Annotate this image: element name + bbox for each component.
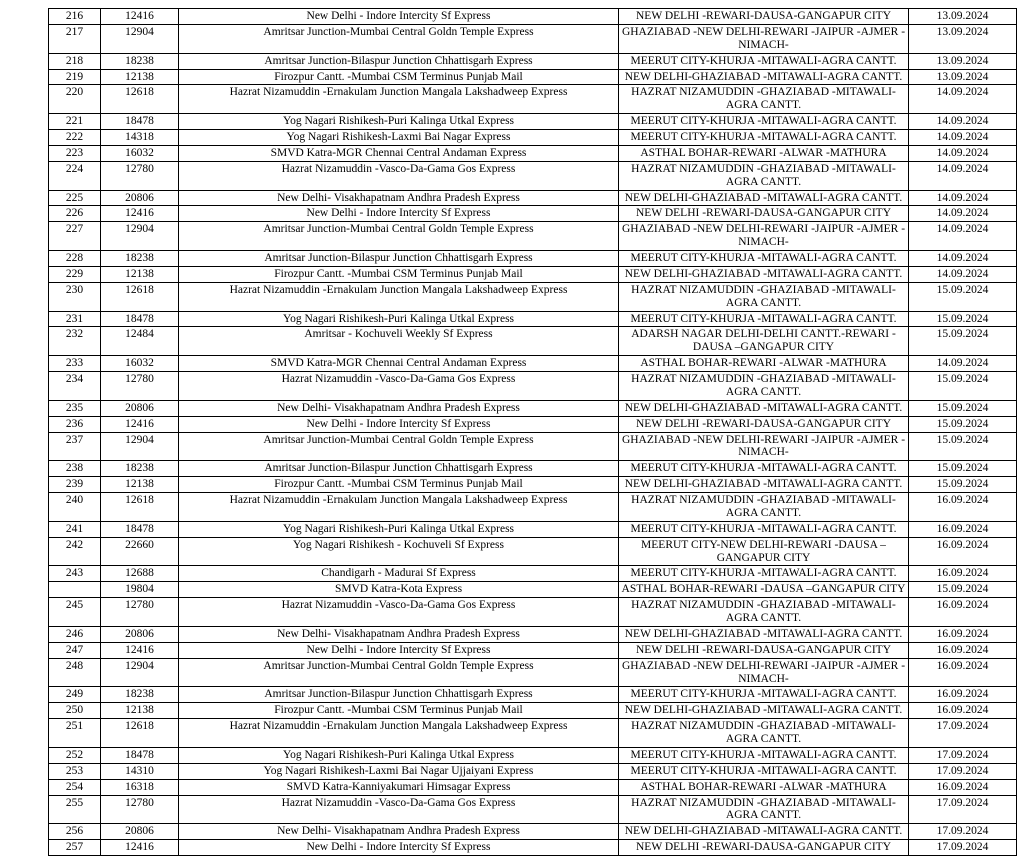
cell-date: 14.09.2024: [909, 190, 1017, 206]
cell-train-name: Hazrat Nizamuddin -Ernakulam Junction Mangala Lakshadweep Express: [179, 85, 619, 114]
cell-train-name: New Delhi - Indore Intercity Sf Express: [179, 9, 619, 25]
cell-serial-number: 224: [49, 161, 101, 190]
cell-serial-number: 249: [49, 687, 101, 703]
cell-train-number: 20806: [101, 190, 179, 206]
cell-date: 16.09.2024: [909, 779, 1017, 795]
cell-date: 14.09.2024: [909, 251, 1017, 267]
cell-serial-number: 248: [49, 658, 101, 687]
table-row: [49, 840, 1017, 856]
table-body: [49, 9, 1017, 856]
cell-date: 15.09.2024: [909, 400, 1017, 416]
cell-serial-number: 252: [49, 747, 101, 763]
cell-train-name: SMVD Katra-Kanniyakumari Himsagar Express: [179, 779, 619, 795]
cell-train-number: 12416: [101, 416, 179, 432]
cell-train-number: 16032: [101, 145, 179, 161]
cell-route: MEERUT CITY-KHURJA -MITAWALI-AGRA CANTT.: [619, 566, 909, 582]
cell-route: MEERUT CITY-KHURJA -MITAWALI-AGRA CANTT.: [619, 311, 909, 327]
cell-date: 15.09.2024: [909, 416, 1017, 432]
cell-route: MEERUT CITY-NEW DELHI-REWARI -DAUSA –GANGAPUR CITY: [619, 537, 909, 566]
cell-route: HAZRAT NIZAMUDDIN -GHAZIABAD -MITAWALI-AGRA CANTT.: [619, 85, 909, 114]
table-row: [49, 779, 1017, 795]
cell-serial-number: 239: [49, 477, 101, 493]
table-row: [49, 566, 1017, 582]
table-row: [49, 763, 1017, 779]
cell-serial-number: 236: [49, 416, 101, 432]
table-row: [49, 53, 1017, 69]
cell-train-name: Hazrat Nizamuddin -Ernakulam Junction Mangala Lakshadweep Express: [179, 719, 619, 748]
table-row: [49, 537, 1017, 566]
cell-date: 15.09.2024: [909, 372, 1017, 401]
cell-train-number: 12904: [101, 658, 179, 687]
cell-train-number: 18478: [101, 747, 179, 763]
cell-serial-number: 217: [49, 24, 101, 53]
cell-train-name: SMVD Katra-MGR Chennai Central Andaman Express: [179, 145, 619, 161]
cell-serial-number: 238: [49, 461, 101, 477]
cell-train-name: Firozpur Cantt. -Mumbai CSM Terminus Punjab Mail: [179, 703, 619, 719]
cell-serial-number: 242: [49, 537, 101, 566]
cell-route: MEERUT CITY-KHURJA -MITAWALI-AGRA CANTT.: [619, 251, 909, 267]
table-row: [49, 161, 1017, 190]
cell-route: NEW DELHI -REWARI-DAUSA-GANGAPUR CITY: [619, 206, 909, 222]
cell-route: NEW DELHI-GHAZIABAD -MITAWALI-AGRA CANTT.: [619, 266, 909, 282]
cell-date: 15.09.2024: [909, 461, 1017, 477]
cell-route: ASTHAL BOHAR-REWARI -ALWAR -MATHURA: [619, 145, 909, 161]
cell-train-number: 12618: [101, 85, 179, 114]
cell-train-number: 18238: [101, 687, 179, 703]
cell-date: 14.09.2024: [909, 266, 1017, 282]
table-row: [49, 145, 1017, 161]
cell-serial-number: 227: [49, 222, 101, 251]
cell-date: 17.09.2024: [909, 719, 1017, 748]
cell-serial-number: 255: [49, 795, 101, 824]
cell-route: MEERUT CITY-KHURJA -MITAWALI-AGRA CANTT.: [619, 114, 909, 130]
cell-train-name: Firozpur Cantt. -Mumbai CSM Terminus Punjab Mail: [179, 266, 619, 282]
cell-train-number: 12416: [101, 9, 179, 25]
cell-serial-number: 225: [49, 190, 101, 206]
cell-train-number: 16032: [101, 356, 179, 372]
cell-route: ASTHAL BOHAR-REWARI -ALWAR -MATHURA: [619, 779, 909, 795]
cell-date: 14.09.2024: [909, 356, 1017, 372]
cell-route: HAZRAT NIZAMUDDIN -GHAZIABAD -MITAWALI-AGRA CANTT.: [619, 598, 909, 627]
cell-route: GHAZIABAD -NEW DELHI-REWARI -JAIPUR -AJMER -NIMACH-: [619, 658, 909, 687]
cell-route: GHAZIABAD -NEW DELHI-REWARI -JAIPUR -AJMER -NIMACH-: [619, 222, 909, 251]
cell-train-name: New Delhi- Visakhapatnam Andhra Pradesh Express: [179, 190, 619, 206]
cell-train-number: 20806: [101, 626, 179, 642]
cell-route: NEW DELHI-GHAZIABAD -MITAWALI-AGRA CANTT.: [619, 69, 909, 85]
table-row: [49, 582, 1017, 598]
cell-date: 14.09.2024: [909, 222, 1017, 251]
cell-train-name: Amritsar Junction-Mumbai Central Goldn Temple Express: [179, 432, 619, 461]
cell-train-name: Hazrat Nizamuddin -Vasco-Da-Gama Gos Express: [179, 598, 619, 627]
table-row: [49, 747, 1017, 763]
cell-train-number: 12138: [101, 477, 179, 493]
cell-date: 15.09.2024: [909, 311, 1017, 327]
cell-train-name: Amritsar Junction-Bilaspur Junction Chhattisgarh Express: [179, 687, 619, 703]
cell-route: NEW DELHI -REWARI-DAUSA-GANGAPUR CITY: [619, 840, 909, 856]
cell-route: NEW DELHI-GHAZIABAD -MITAWALI-AGRA CANTT.: [619, 703, 909, 719]
cell-date: 17.09.2024: [909, 763, 1017, 779]
cell-date: 14.09.2024: [909, 145, 1017, 161]
table-row: [49, 400, 1017, 416]
cell-train-name: Amritsar Junction-Mumbai Central Goldn Temple Express: [179, 222, 619, 251]
cell-train-number: 12780: [101, 795, 179, 824]
cell-date: 17.09.2024: [909, 747, 1017, 763]
table-row: [49, 222, 1017, 251]
cell-serial-number: 240: [49, 493, 101, 522]
cell-date: 16.09.2024: [909, 687, 1017, 703]
cell-train-number: 18478: [101, 114, 179, 130]
cell-serial-number: 226: [49, 206, 101, 222]
table-row: [49, 9, 1017, 25]
cell-route: HAZRAT NIZAMUDDIN -GHAZIABAD -MITAWALI-AGRA CANTT.: [619, 372, 909, 401]
cell-serial-number: [49, 582, 101, 598]
cell-route: HAZRAT NIZAMUDDIN -GHAZIABAD -MITAWALI-AGRA CANTT.: [619, 161, 909, 190]
cell-train-number: 12484: [101, 327, 179, 356]
cell-train-name: Hazrat Nizamuddin -Ernakulam Junction Mangala Lakshadweep Express: [179, 493, 619, 522]
table-row: [49, 658, 1017, 687]
cell-route: GHAZIABAD -NEW DELHI-REWARI -JAIPUR -AJMER -NIMACH-: [619, 432, 909, 461]
cell-route: MEERUT CITY-KHURJA -MITAWALI-AGRA CANTT.: [619, 747, 909, 763]
cell-train-name: Hazrat Nizamuddin -Vasco-Da-Gama Gos Express: [179, 161, 619, 190]
cell-route: NEW DELHI-GHAZIABAD -MITAWALI-AGRA CANTT.: [619, 824, 909, 840]
cell-train-number: 18478: [101, 521, 179, 537]
table-row: [49, 114, 1017, 130]
table-row: [49, 206, 1017, 222]
cell-date: 15.09.2024: [909, 477, 1017, 493]
cell-date: 15.09.2024: [909, 327, 1017, 356]
table-row: [49, 356, 1017, 372]
cell-train-number: 12688: [101, 566, 179, 582]
cell-route: MEERUT CITY-KHURJA -MITAWALI-AGRA CANTT.: [619, 687, 909, 703]
cell-date: 14.09.2024: [909, 114, 1017, 130]
cell-train-name: Amritsar Junction-Bilaspur Junction Chhattisgarh Express: [179, 251, 619, 267]
cell-date: 13.09.2024: [909, 69, 1017, 85]
cell-train-name: New Delhi - Indore Intercity Sf Express: [179, 206, 619, 222]
cell-serial-number: 257: [49, 840, 101, 856]
cell-date: 17.09.2024: [909, 795, 1017, 824]
cell-date: 17.09.2024: [909, 840, 1017, 856]
cell-train-name: Yog Nagari Rishikesh - Kochuveli Sf Express: [179, 537, 619, 566]
cell-serial-number: 256: [49, 824, 101, 840]
cell-train-name: Amritsar Junction-Mumbai Central Goldn Temple Express: [179, 24, 619, 53]
cell-route: NEW DELHI-GHAZIABAD -MITAWALI-AGRA CANTT.: [619, 626, 909, 642]
cell-serial-number: 243: [49, 566, 101, 582]
cell-train-name: Hazrat Nizamuddin -Vasco-Da-Gama Gos Express: [179, 372, 619, 401]
table-row: [49, 824, 1017, 840]
cell-train-number: 12138: [101, 703, 179, 719]
cell-train-number: 18238: [101, 251, 179, 267]
table-row: [49, 311, 1017, 327]
cell-route: MEERUT CITY-KHURJA -MITAWALI-AGRA CANTT.: [619, 521, 909, 537]
cell-date: 16.09.2024: [909, 658, 1017, 687]
cell-train-name: New Delhi - Indore Intercity Sf Express: [179, 416, 619, 432]
table-row: [49, 477, 1017, 493]
cell-date: 16.09.2024: [909, 642, 1017, 658]
cell-serial-number: 233: [49, 356, 101, 372]
table-row: [49, 432, 1017, 461]
cell-date: 15.09.2024: [909, 282, 1017, 311]
cell-route: HAZRAT NIZAMUDDIN -GHAZIABAD -MITAWALI-AGRA CANTT.: [619, 719, 909, 748]
cell-serial-number: 223: [49, 145, 101, 161]
cell-serial-number: 237: [49, 432, 101, 461]
cell-serial-number: 216: [49, 9, 101, 25]
cell-train-number: 12138: [101, 69, 179, 85]
cell-train-name: Hazrat Nizamuddin -Vasco-Da-Gama Gos Express: [179, 795, 619, 824]
table-row: [49, 130, 1017, 146]
cell-date: 13.09.2024: [909, 53, 1017, 69]
cell-train-name: Amritsar - Kochuveli Weekly Sf Express: [179, 327, 619, 356]
cell-route: MEERUT CITY-KHURJA -MITAWALI-AGRA CANTT.: [619, 53, 909, 69]
cell-train-name: Hazrat Nizamuddin -Ernakulam Junction Mangala Lakshadweep Express: [179, 282, 619, 311]
cell-train-number: 12416: [101, 206, 179, 222]
cell-serial-number: 228: [49, 251, 101, 267]
cell-date: 16.09.2024: [909, 626, 1017, 642]
cell-train-number: 12618: [101, 493, 179, 522]
table-row: [49, 266, 1017, 282]
cell-serial-number: 247: [49, 642, 101, 658]
cell-train-name: New Delhi - Indore Intercity Sf Express: [179, 642, 619, 658]
cell-serial-number: 220: [49, 85, 101, 114]
table-row: [49, 493, 1017, 522]
cell-serial-number: 241: [49, 521, 101, 537]
cell-serial-number: 245: [49, 598, 101, 627]
table-row: [49, 190, 1017, 206]
cell-train-number: 22660: [101, 537, 179, 566]
cell-date: 16.09.2024: [909, 703, 1017, 719]
cell-train-number: 12618: [101, 719, 179, 748]
cell-serial-number: 253: [49, 763, 101, 779]
cell-serial-number: 254: [49, 779, 101, 795]
cell-train-number: 12904: [101, 24, 179, 53]
cell-route: HAZRAT NIZAMUDDIN -GHAZIABAD -MITAWALI-AGRA CANTT.: [619, 795, 909, 824]
cell-serial-number: 230: [49, 282, 101, 311]
table-row: [49, 687, 1017, 703]
cell-train-name: New Delhi- Visakhapatnam Andhra Pradesh Express: [179, 626, 619, 642]
cell-train-name: SMVD Katra-Kota Express: [179, 582, 619, 598]
cell-train-name: New Delhi- Visakhapatnam Andhra Pradesh Express: [179, 400, 619, 416]
cell-train-name: Yog Nagari Rishikesh-Puri Kalinga Utkal Express: [179, 521, 619, 537]
cell-train-number: 16318: [101, 779, 179, 795]
cell-train-number: 18238: [101, 461, 179, 477]
cell-train-number: 12416: [101, 642, 179, 658]
cell-train-number: 18238: [101, 53, 179, 69]
cell-serial-number: 246: [49, 626, 101, 642]
cell-train-number: 12618: [101, 282, 179, 311]
table-row: [49, 521, 1017, 537]
cell-train-number: 12780: [101, 598, 179, 627]
cell-route: NEW DELHI -REWARI-DAUSA-GANGAPUR CITY: [619, 9, 909, 25]
cell-route: MEERUT CITY-KHURJA -MITAWALI-AGRA CANTT.: [619, 461, 909, 477]
cell-serial-number: 231: [49, 311, 101, 327]
cell-train-number: 12780: [101, 161, 179, 190]
cell-date: 16.09.2024: [909, 537, 1017, 566]
table-row: [49, 282, 1017, 311]
table-row: [49, 719, 1017, 748]
cell-train-name: Yog Nagari Rishikesh-Laxmi Bai Nagar Express: [179, 130, 619, 146]
cell-serial-number: 234: [49, 372, 101, 401]
cell-train-name: New Delhi- Visakhapatnam Andhra Pradesh Express: [179, 824, 619, 840]
cell-train-name: SMVD Katra-MGR Chennai Central Andaman Express: [179, 356, 619, 372]
cell-serial-number: 229: [49, 266, 101, 282]
cell-date: 13.09.2024: [909, 24, 1017, 53]
cell-train-name: Yog Nagari Rishikesh-Puri Kalinga Utkal Express: [179, 311, 619, 327]
cell-train-number: 20806: [101, 824, 179, 840]
cell-route: MEERUT CITY-KHURJA -MITAWALI-AGRA CANTT.: [619, 763, 909, 779]
cell-train-number: 12904: [101, 432, 179, 461]
cell-train-number: 20806: [101, 400, 179, 416]
cell-train-number: 19804: [101, 582, 179, 598]
cell-date: 14.09.2024: [909, 161, 1017, 190]
cell-serial-number: 251: [49, 719, 101, 748]
train-schedule-table: [48, 8, 1017, 856]
cell-date: 13.09.2024: [909, 9, 1017, 25]
cell-date: 16.09.2024: [909, 598, 1017, 627]
cell-train-name: Firozpur Cantt. -Mumbai CSM Terminus Punjab Mail: [179, 69, 619, 85]
table-row: [49, 461, 1017, 477]
cell-train-name: Chandigarh - Madurai Sf Express: [179, 566, 619, 582]
table-row: [49, 703, 1017, 719]
cell-train-number: 14318: [101, 130, 179, 146]
table-row: [49, 598, 1017, 627]
table-row: [49, 327, 1017, 356]
cell-route: NEW DELHI -REWARI-DAUSA-GANGAPUR CITY: [619, 416, 909, 432]
cell-date: 16.09.2024: [909, 521, 1017, 537]
cell-route: NEW DELHI-GHAZIABAD -MITAWALI-AGRA CANTT.: [619, 400, 909, 416]
cell-train-name: Firozpur Cantt. -Mumbai CSM Terminus Punjab Mail: [179, 477, 619, 493]
table-row: [49, 642, 1017, 658]
table-row: [49, 416, 1017, 432]
cell-train-number: 12416: [101, 840, 179, 856]
table-row: [49, 372, 1017, 401]
cell-route: NEW DELHI -REWARI-DAUSA-GANGAPUR CITY: [619, 642, 909, 658]
cell-route: MEERUT CITY-KHURJA -MITAWALI-AGRA CANTT.: [619, 130, 909, 146]
cell-serial-number: 222: [49, 130, 101, 146]
cell-train-number: 12780: [101, 372, 179, 401]
cell-serial-number: 221: [49, 114, 101, 130]
cell-train-number: 12904: [101, 222, 179, 251]
table-row: [49, 251, 1017, 267]
cell-train-name: Yog Nagari Rishikesh-Puri Kalinga Utkal Express: [179, 114, 619, 130]
cell-date: 17.09.2024: [909, 824, 1017, 840]
cell-serial-number: 250: [49, 703, 101, 719]
cell-route: NEW DELHI-GHAZIABAD -MITAWALI-AGRA CANTT.: [619, 190, 909, 206]
cell-route: ASTHAL BOHAR-REWARI -DAUSA –GANGAPUR CITY: [619, 582, 909, 598]
table-row: [49, 24, 1017, 53]
cell-serial-number: 232: [49, 327, 101, 356]
cell-date: 14.09.2024: [909, 85, 1017, 114]
cell-date: 14.09.2024: [909, 206, 1017, 222]
cell-train-number: 14310: [101, 763, 179, 779]
cell-serial-number: 219: [49, 69, 101, 85]
cell-date: 16.09.2024: [909, 493, 1017, 522]
cell-date: 16.09.2024: [909, 566, 1017, 582]
cell-serial-number: 235: [49, 400, 101, 416]
cell-route: ASTHAL BOHAR-REWARI -ALWAR -MATHURA: [619, 356, 909, 372]
cell-train-number: 18478: [101, 311, 179, 327]
cell-route: NEW DELHI-GHAZIABAD -MITAWALI-AGRA CANTT.: [619, 477, 909, 493]
cell-train-name: Amritsar Junction-Bilaspur Junction Chhattisgarh Express: [179, 53, 619, 69]
table-row: [49, 85, 1017, 114]
cell-train-number: 12138: [101, 266, 179, 282]
cell-route: ADARSH NAGAR DELHI-DELHI CANTT.-REWARI -DAUSA –GANGAPUR CITY: [619, 327, 909, 356]
cell-route: HAZRAT NIZAMUDDIN -GHAZIABAD -MITAWALI-AGRA CANTT.: [619, 493, 909, 522]
cell-serial-number: 218: [49, 53, 101, 69]
cell-train-name: Yog Nagari Rishikesh-Laxmi Bai Nagar Ujjaiyani Express: [179, 763, 619, 779]
cell-route: GHAZIABAD -NEW DELHI-REWARI -JAIPUR -AJMER -NIMACH-: [619, 24, 909, 53]
cell-train-name: Yog Nagari Rishikesh-Puri Kalinga Utkal Express: [179, 747, 619, 763]
table-row: [49, 795, 1017, 824]
cell-train-name: Amritsar Junction-Bilaspur Junction Chhattisgarh Express: [179, 461, 619, 477]
cell-date: 15.09.2024: [909, 432, 1017, 461]
cell-train-name: New Delhi - Indore Intercity Sf Express: [179, 840, 619, 856]
cell-route: HAZRAT NIZAMUDDIN -GHAZIABAD -MITAWALI-AGRA CANTT.: [619, 282, 909, 311]
cell-train-name: Amritsar Junction-Mumbai Central Goldn Temple Express: [179, 658, 619, 687]
table-row: [49, 69, 1017, 85]
table-row: [49, 626, 1017, 642]
cell-date: 14.09.2024: [909, 130, 1017, 146]
cell-date: 15.09.2024: [909, 582, 1017, 598]
